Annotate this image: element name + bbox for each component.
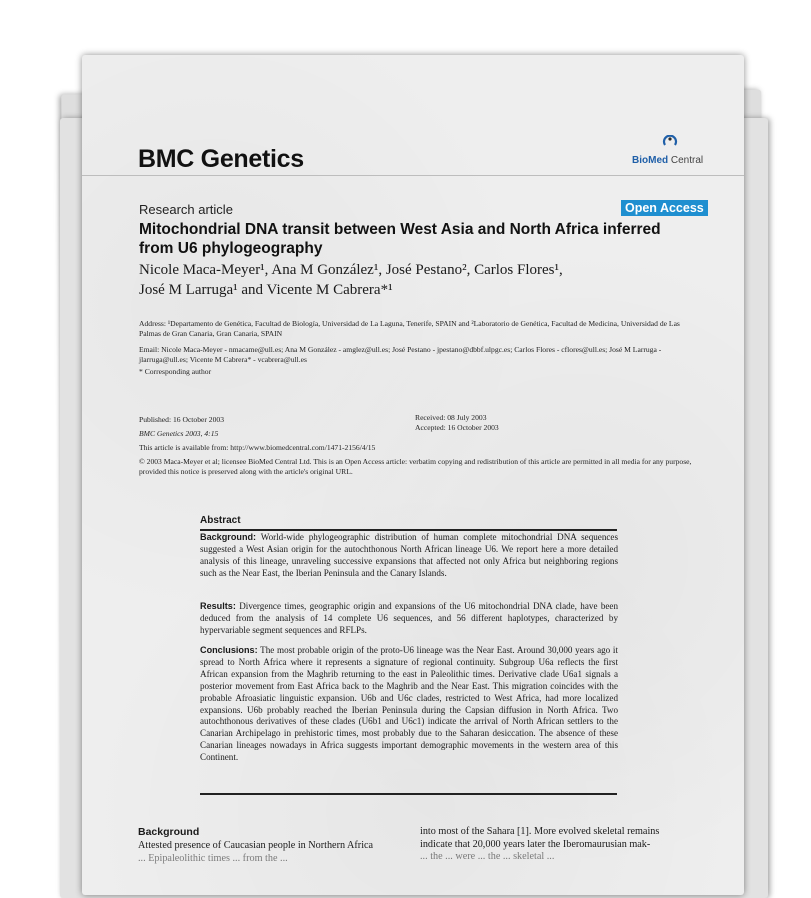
publisher-logo <box>628 135 708 169</box>
author-emails: Email: Nicole Maca-Meyer - nmacame@ull.es; Ana M González - amglez@ull.es; José Pestano - jpestano@dbbf.ulpgc.es; Carlos Flores - cflores@ull.es; José M Larruga - jlarruga@ull.es; Vicente M Cabrera* - vcabrera@ull.es <box>139 345 662 364</box>
body-text-line: into most of the Sahara [1]. More evolved skeletal remains <box>420 826 660 837</box>
journal-title: BMC Genetics <box>138 145 304 173</box>
body-text-line: ... Epipaleolithic times ... from the ... <box>138 852 288 864</box>
received-date: Received: 08 July 2003 <box>415 413 487 422</box>
abstract-bottom-rule <box>200 793 617 795</box>
abstract-background-text: World-wide phylogeographic distribution of human complete mitochondrial DNA sequences suggested a West Asian origin for the autochthonous North African lineage U6. We report here a more detailed analysis of this lineage, unraveling successive expansions that affected not only Africa but neighboring regions such as the Near East, the Iberian Peninsula and the Canary Islands. <box>200 532 618 578</box>
author: Carlos Flores¹, <box>474 262 563 278</box>
publisher-logo-text <box>632 155 703 166</box>
author: Nicole Maca-Meyer¹, <box>139 262 269 278</box>
body-text-line: Attested presence of Caucasian people in Northern Africa <box>138 840 374 851</box>
abstract-results-label: Results: <box>200 601 236 611</box>
accepted-date: Accepted: 16 October 2003 <box>415 423 499 432</box>
logo-word-biomed: BioMed <box>632 155 669 166</box>
author: José Pestano², <box>385 262 471 278</box>
abstract-results-text: Divergence times, geographic origin and expansions of the U6 mitochondrial DNA clade, have been deduced from the analysis of 14 complete U6 sequences, and 56 different haplotypes, characterized by hypervariable segment sequences and RFLPs. <box>200 601 618 635</box>
author: and Vicente M Cabrera*¹ <box>241 282 393 298</box>
corresponding-author-note: * Corresponding author <box>139 367 212 376</box>
author: José M Larruga¹ <box>139 282 238 298</box>
abstract-conclusions-label: Conclusions: <box>200 645 258 655</box>
paper-page <box>82 55 744 895</box>
body-column-right <box>420 826 684 864</box>
biomed-central-logo-icon <box>662 135 678 151</box>
abstract-top-rule <box>200 529 617 531</box>
article-url-note: This article is available from: http://www.biomedcentral.com/1471-2156/4/15 <box>139 443 376 452</box>
article-type: Research article <box>139 202 233 217</box>
published-date: Published: 16 October 2003 <box>139 415 224 424</box>
body-text-line: ... the ... were ... the ... skeletal ... <box>420 851 555 862</box>
review-dates <box>415 413 499 433</box>
body-text-line: indicate that 20,000 years later the Iberomaurusian mak- <box>420 838 651 850</box>
abstract-background <box>200 532 618 580</box>
author-list <box>139 260 699 300</box>
open-access-badge: Open Access <box>621 200 708 216</box>
logo-word-central: Central <box>668 155 704 166</box>
background-section-heading: Background <box>138 826 200 838</box>
article-title: Mitochondrial DNA transit between West Asia and North Africa inferred from U6 phylogeography <box>139 221 661 257</box>
author: Ana M González¹, <box>271 262 383 278</box>
abstract-conclusions-text: The most probable origin of the proto-U6 lineage was the Near East. Around 30,000 years ago it spread to North Africa where it represents a signature of regional continuity. Subgroup U6a reflects the first African expansion from the Maghrib returning to the east in Paleolithic times. Derivative clade U6a1 signals a posterior movement from East Africa back to the Maghrib and the Near East. This migration coincides with the probable Afroasiatic linguistic expansion. U6b and U6c clades, restricted to West Africa, had more localized expansions. U6b probably reached the Iberian Peninsula during the Capsian diffusion in North Africa. Two autochthonous derivatives of these clades (U6b1 and U6c1) indicate the arrival of North African settlers to the Canarian Archipelago in prehistoric times, most probably due to the Saharan desiccation. The absence of these Canarian lineages nowadays in Africa suggests important demographic movements in the western area of this Continent. <box>200 645 618 763</box>
affiliation-address: Address: ¹Departamento de Genética, Facultad de Biología, Universidad de La Laguna, Tenerife, SPAIN and ²Laboratorio de Genética, Facultad de Medicina, Universidad de Las Palmas de Gran Canaria, Gran Canaria, SPAIN <box>139 319 680 338</box>
publication-info <box>139 413 224 441</box>
abstract-heading: Abstract <box>200 515 241 526</box>
abstract-conclusions <box>200 645 618 764</box>
copyright-notice: © 2003 Maca-Meyer et al; licensee BioMed Central Ltd. This is an Open Access article: verbatim copying and redistribution of this article are permitted in all media for any purpose, provided this notice is preserved along with the article's original URL. <box>139 457 692 476</box>
abstract-background-label: Background: <box>200 532 257 542</box>
citation: BMC Genetics 2003, 4:15 <box>139 429 219 438</box>
abstract-results <box>200 601 618 637</box>
body-column-left <box>138 840 402 865</box>
header-rule <box>82 175 744 176</box>
